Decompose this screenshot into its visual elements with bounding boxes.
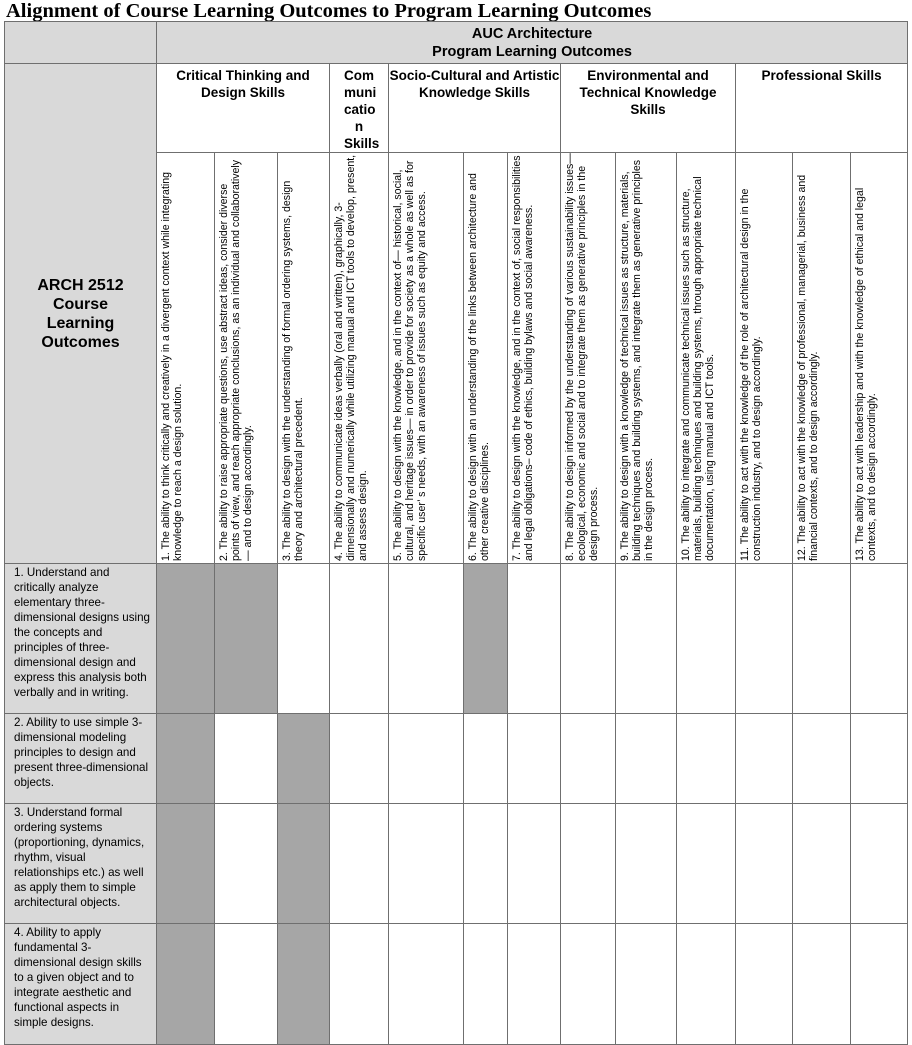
plo-text: 1. The ability to think critically and creatively in a divergent context while integrating knowledge to reach a design solution.	[160, 171, 185, 561]
course-label-line: Course	[52, 295, 109, 313]
plo-header-3	[278, 153, 330, 564]
plo-text: 3. The ability to design with the understanding of formal ordering systems, design theory and architectural precedent.	[281, 180, 306, 561]
plo-header-6	[464, 153, 508, 564]
alignment-table	[4, 21, 908, 1045]
table-row	[5, 714, 908, 804]
plo-header-8	[561, 153, 616, 564]
course-outcome-1: 1. Understand and critically analyze elementary three-dimensional designs using the concepts and principles of three-dimensional design and express this analysis both verbally and in writing.	[5, 564, 157, 714]
course-outcome-2: 2. Ability to use simple 3-dimensional modeling principles to design and present three-dimensional objects.	[5, 714, 157, 804]
plo-text: 11. The ability to act with the knowledge of the role of architectural design in the construction industry, and to design accordingly.	[739, 188, 764, 561]
outcome-group-header: Socio-Cultural and Artistic Knowledge Skills	[389, 64, 561, 153]
alignment-cell	[677, 924, 736, 1045]
plo-text: 5. The ability to design with the knowledge, and in the context of— historical, social, cultural, and heritage issues— in order to provide for society as a whole as well as for specific user’ s needs, with an awareness of issues such as equity and access.	[392, 160, 429, 561]
course-outcome-3: 3. Understand formal ordering systems (proportioning, dynamics, rhythm, visual relationships etc.) as well as apply them to simple architectural objects.	[5, 804, 157, 924]
alignment-cell	[677, 564, 736, 714]
alignment-cell-marked	[157, 714, 215, 804]
alignment-cell-marked	[157, 564, 215, 714]
alignment-cell	[561, 924, 616, 1045]
plo-header-4	[330, 153, 389, 564]
plo-text: 2. The ability to raise appropriate questions, use abstract ideas, consider diverse points of view, and reach appropriate conclusions, as an individual and collaboratively— and to design accordingly.	[218, 159, 255, 561]
plo-text: 4. The ability to communicate ideas verbally (oral and written), graphically, 3-dimensionally and numerically while utilizing manual and ICT tools to develop, present, and assess design.	[333, 154, 370, 561]
alignment-cell	[389, 804, 464, 924]
alignment-cell	[215, 714, 278, 804]
plo-header-13	[851, 153, 908, 564]
outcome-group-header: Professional Skills	[736, 64, 908, 153]
alignment-cell-marked	[215, 564, 278, 714]
outcome-group-header: Com muni catio n Skills	[330, 64, 389, 153]
outcome-group-header: Environmental and Technical Knowledge Skills	[561, 64, 736, 153]
plo-header-1	[157, 153, 215, 564]
alignment-cell	[736, 564, 793, 714]
plo-text: 12. The ability to act with the knowledge of professional, managerial, business and financial contexts, and to design accordingly.	[796, 174, 821, 561]
plo-header-12	[793, 153, 851, 564]
alignment-cell	[389, 714, 464, 804]
alignment-cell	[508, 804, 561, 924]
table-row	[5, 564, 908, 714]
alignment-cell	[330, 804, 389, 924]
alignment-cell-marked	[278, 804, 330, 924]
alignment-cell	[330, 564, 389, 714]
course-outcomes-header	[5, 64, 157, 564]
alignment-cell	[851, 804, 908, 924]
alignment-cell	[736, 804, 793, 924]
alignment-cell	[389, 564, 464, 714]
alignment-cell	[736, 714, 793, 804]
alignment-cell	[278, 564, 330, 714]
alignment-cell	[616, 924, 677, 1045]
alignment-cell	[851, 564, 908, 714]
alignment-cell	[793, 714, 851, 804]
plo-header-10	[677, 153, 736, 564]
course-label-line: Learning	[46, 314, 115, 332]
alignment-cell	[561, 714, 616, 804]
alignment-cell-marked	[464, 564, 508, 714]
alignment-cell	[851, 714, 908, 804]
program-outcomes-header	[157, 22, 908, 64]
plo-header-7	[508, 153, 561, 564]
alignment-cell	[330, 714, 389, 804]
alignment-cell	[215, 924, 278, 1045]
alignment-cell-marked	[278, 714, 330, 804]
alignment-cell	[736, 924, 793, 1045]
plo-header-11	[736, 153, 793, 564]
alignment-cell	[215, 804, 278, 924]
alignment-cell-marked	[157, 924, 215, 1045]
plo-header-9	[616, 153, 677, 564]
alignment-cell	[561, 564, 616, 714]
alignment-cell	[793, 564, 851, 714]
plo-text: 10. The ability to integrate and communicate technical issues such as structure, materials, building techniques and building systems, through appropriate technical documentation, using manual and ICT tools.	[680, 176, 717, 561]
alignment-cell	[464, 714, 508, 804]
table-row	[5, 924, 908, 1045]
alignment-cell	[793, 804, 851, 924]
alignment-cell	[389, 924, 464, 1045]
plo-text: 7. The ability to design with the knowledge, and in the context of, social responsibilities and legal obligations– code of ethics, building bylaws and social awareness.	[511, 155, 536, 561]
outcome-group-header: Critical Thinking and Design Skills	[157, 64, 330, 153]
alignment-cell-marked	[278, 924, 330, 1045]
alignment-cell	[464, 924, 508, 1045]
alignment-cell	[508, 924, 561, 1045]
table-row	[5, 804, 908, 924]
alignment-cell-marked	[157, 804, 215, 924]
alignment-cell	[330, 924, 389, 1045]
program-name: AUC Architecture	[471, 25, 593, 42]
plo-header-2	[215, 153, 278, 564]
plo-text: 6. The ability to design with an understanding of the links between architecture and other creative disciplines.	[467, 173, 492, 561]
alignment-cell	[616, 804, 677, 924]
alignment-cell	[508, 564, 561, 714]
alignment-cell	[464, 804, 508, 924]
page-title: Alignment of Course Learning Outcomes to Program Learning Outcomes	[6, 0, 652, 22]
alignment-cell	[616, 714, 677, 804]
course-outcome-4: 4. Ability to apply fundamental 3-dimensional design skills to a given object and to integrate aesthetic and functional aspects in simple designs.	[5, 924, 157, 1045]
alignment-cell	[508, 714, 561, 804]
plo-text: 8. The ability to design informed by the understanding of various sustainability issues— ecological, economic and social and to integrate them as generative principles in the design process.	[564, 153, 601, 561]
plo-text: 13. The ability to act with leadership and with the knowledge of ethical and legal contexts, and to design accordingly.	[854, 187, 879, 561]
corner-cell	[5, 22, 157, 64]
program-outcomes-label: Program Learning Outcomes	[432, 43, 632, 60]
course-code: ARCH 2512	[37, 276, 124, 294]
alignment-cell	[677, 804, 736, 924]
alignment-cell	[851, 924, 908, 1045]
alignment-cell	[677, 714, 736, 804]
course-label-line: Outcomes	[41, 333, 120, 351]
alignment-cell	[793, 924, 851, 1045]
plo-header-5	[389, 153, 464, 564]
alignment-cell	[561, 804, 616, 924]
plo-text: 9. The ability to design with a knowledge of technical issues as structure, materials, building techniques and building systems, and integrate them as generative principles in the design process.	[619, 159, 656, 561]
alignment-cell	[616, 564, 677, 714]
